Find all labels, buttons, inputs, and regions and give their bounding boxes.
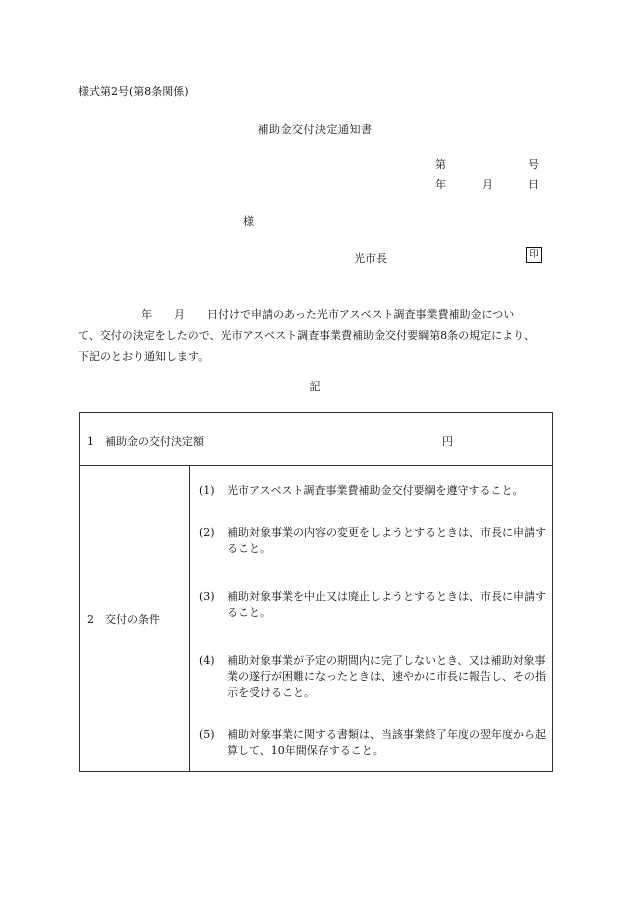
condition-number: (2) xyxy=(199,526,215,539)
amount-unit: 円 xyxy=(442,435,453,448)
condition-item xyxy=(199,483,546,499)
conditions-label: 2 交付の条件 xyxy=(80,466,190,772)
condition-item xyxy=(199,727,546,759)
amount-label: 1 補助金の交付決定額 xyxy=(87,435,204,448)
condition-number: (1) xyxy=(199,484,215,497)
date-month: 月 xyxy=(482,178,493,191)
condition-item xyxy=(199,525,546,557)
conditions-row xyxy=(80,466,553,772)
condition-item xyxy=(199,653,546,701)
form-number: 様式第2号(第8条関係) xyxy=(78,85,189,98)
condition-number: (4) xyxy=(199,654,215,667)
issuer-mayor: 光市長 xyxy=(354,252,387,265)
amount-cell xyxy=(80,413,553,466)
body-line-3: 下記のとおり通知します。 xyxy=(78,350,210,363)
document-title: 補助金交付決定通知書 xyxy=(257,123,373,136)
body-line-1: 年 月 日付けで申請のあった光市アスベスト調査事業費補助金につい xyxy=(141,308,515,321)
ki-heading: 記 xyxy=(309,380,321,393)
reference-dai: 第 xyxy=(435,158,446,171)
seal-mark: 印 xyxy=(526,247,542,263)
addressee-sama: 様 xyxy=(243,215,254,228)
condition-text: 補助対象事業に関する書類は、当該事業終了年度の翌年度から起算して、10年間保存すること。 xyxy=(227,728,546,757)
condition-text: 光市アスベスト調査事業費補助金交付要綱を遵守すること。 xyxy=(227,484,524,497)
condition-number: (5) xyxy=(199,728,215,741)
condition-text: 補助対象事業を中止又は廃止しようとするときは、市長に申請すること。 xyxy=(227,590,546,619)
condition-number: (3) xyxy=(199,590,215,603)
details-table xyxy=(79,412,553,772)
amount-row xyxy=(80,413,553,466)
date-year: 年 xyxy=(435,178,446,191)
body-paragraph xyxy=(78,304,554,367)
body-line-2: て、交付の決定をしたので、光市アスベスト調査事業費補助金交付要綱第8条の規定により、 xyxy=(78,329,536,342)
conditions-list xyxy=(190,468,552,769)
condition-text: 補助対象事業の内容の変更をしようとするときは、市長に申請すること。 xyxy=(227,526,546,555)
reference-go: 号 xyxy=(528,158,539,171)
condition-item xyxy=(199,589,546,621)
condition-text: 補助対象事業が予定の期間内に完了しないとき、又は補助対象事業の遂行が困難になったときは、速やかに市長に報告し、その指示を受けること。 xyxy=(227,654,546,699)
date-day: 日 xyxy=(528,178,539,191)
conditions-cell xyxy=(190,466,553,772)
